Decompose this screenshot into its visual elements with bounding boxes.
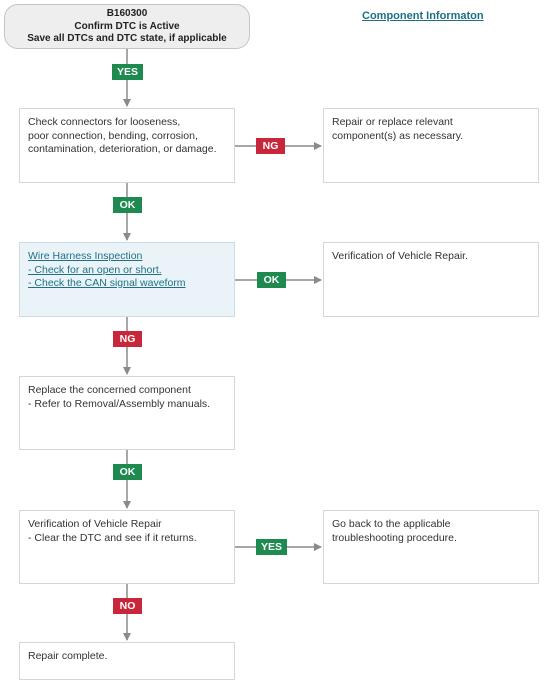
dtc-code: B160300 (106, 8, 148, 19)
wire-harness-box (19, 242, 235, 317)
check-connectors-box (19, 108, 235, 183)
verification-box-1 (323, 242, 539, 317)
component-information-link[interactable]: Component Informaton (362, 10, 484, 22)
wire-harness-inspection-link[interactable]: Wire Harness Inspection (28, 250, 143, 262)
start-instruction: Confirm DTC is Active (74, 20, 180, 32)
step-text: Repair complete. (28, 650, 108, 662)
step-text: Go back to the applicable (332, 518, 451, 530)
ok-badge: OK (113, 464, 142, 480)
step-text: - Refer to Removal/Assembly manuals. (28, 397, 211, 410)
step-text: Verification of Vehicle Repair (28, 518, 162, 530)
start-note: Save all DTCs and DTC state, if applicable (27, 33, 227, 44)
step-text: component(s) as necessary. (332, 129, 464, 142)
step-text: Check connectors for looseness, (28, 116, 181, 128)
ok-badge: OK (257, 272, 286, 288)
check-can-waveform-link[interactable]: - Check the CAN signal waveform (28, 277, 186, 289)
ng-badge: NG (113, 331, 142, 347)
replace-component-box (19, 376, 235, 450)
no-badge: NO (113, 598, 142, 614)
verification-box-2 (19, 510, 235, 584)
step-text: troubleshooting procedure. (332, 531, 457, 544)
step-text: - Clear the DTC and see if it returns. (28, 531, 197, 544)
yes-badge: YES (112, 64, 143, 80)
repair-replace-box (323, 108, 539, 183)
step-text: contamination, deterioration, or damage. (28, 143, 217, 155)
start-node (4, 4, 250, 49)
step-text: Verification of Vehicle Repair. (332, 250, 468, 262)
yes-badge: YES (256, 539, 287, 555)
step-text: Repair or replace relevant (332, 116, 453, 128)
ng-badge: NG (256, 138, 285, 154)
go-back-box (323, 510, 539, 584)
repair-complete-box (19, 642, 235, 680)
step-text: poor connection, bending, corrosion, (28, 129, 198, 142)
check-open-short-link[interactable]: - Check for an open or short. (28, 263, 162, 276)
step-text: Replace the concerned component (28, 384, 191, 396)
ok-badge: OK (113, 197, 142, 213)
